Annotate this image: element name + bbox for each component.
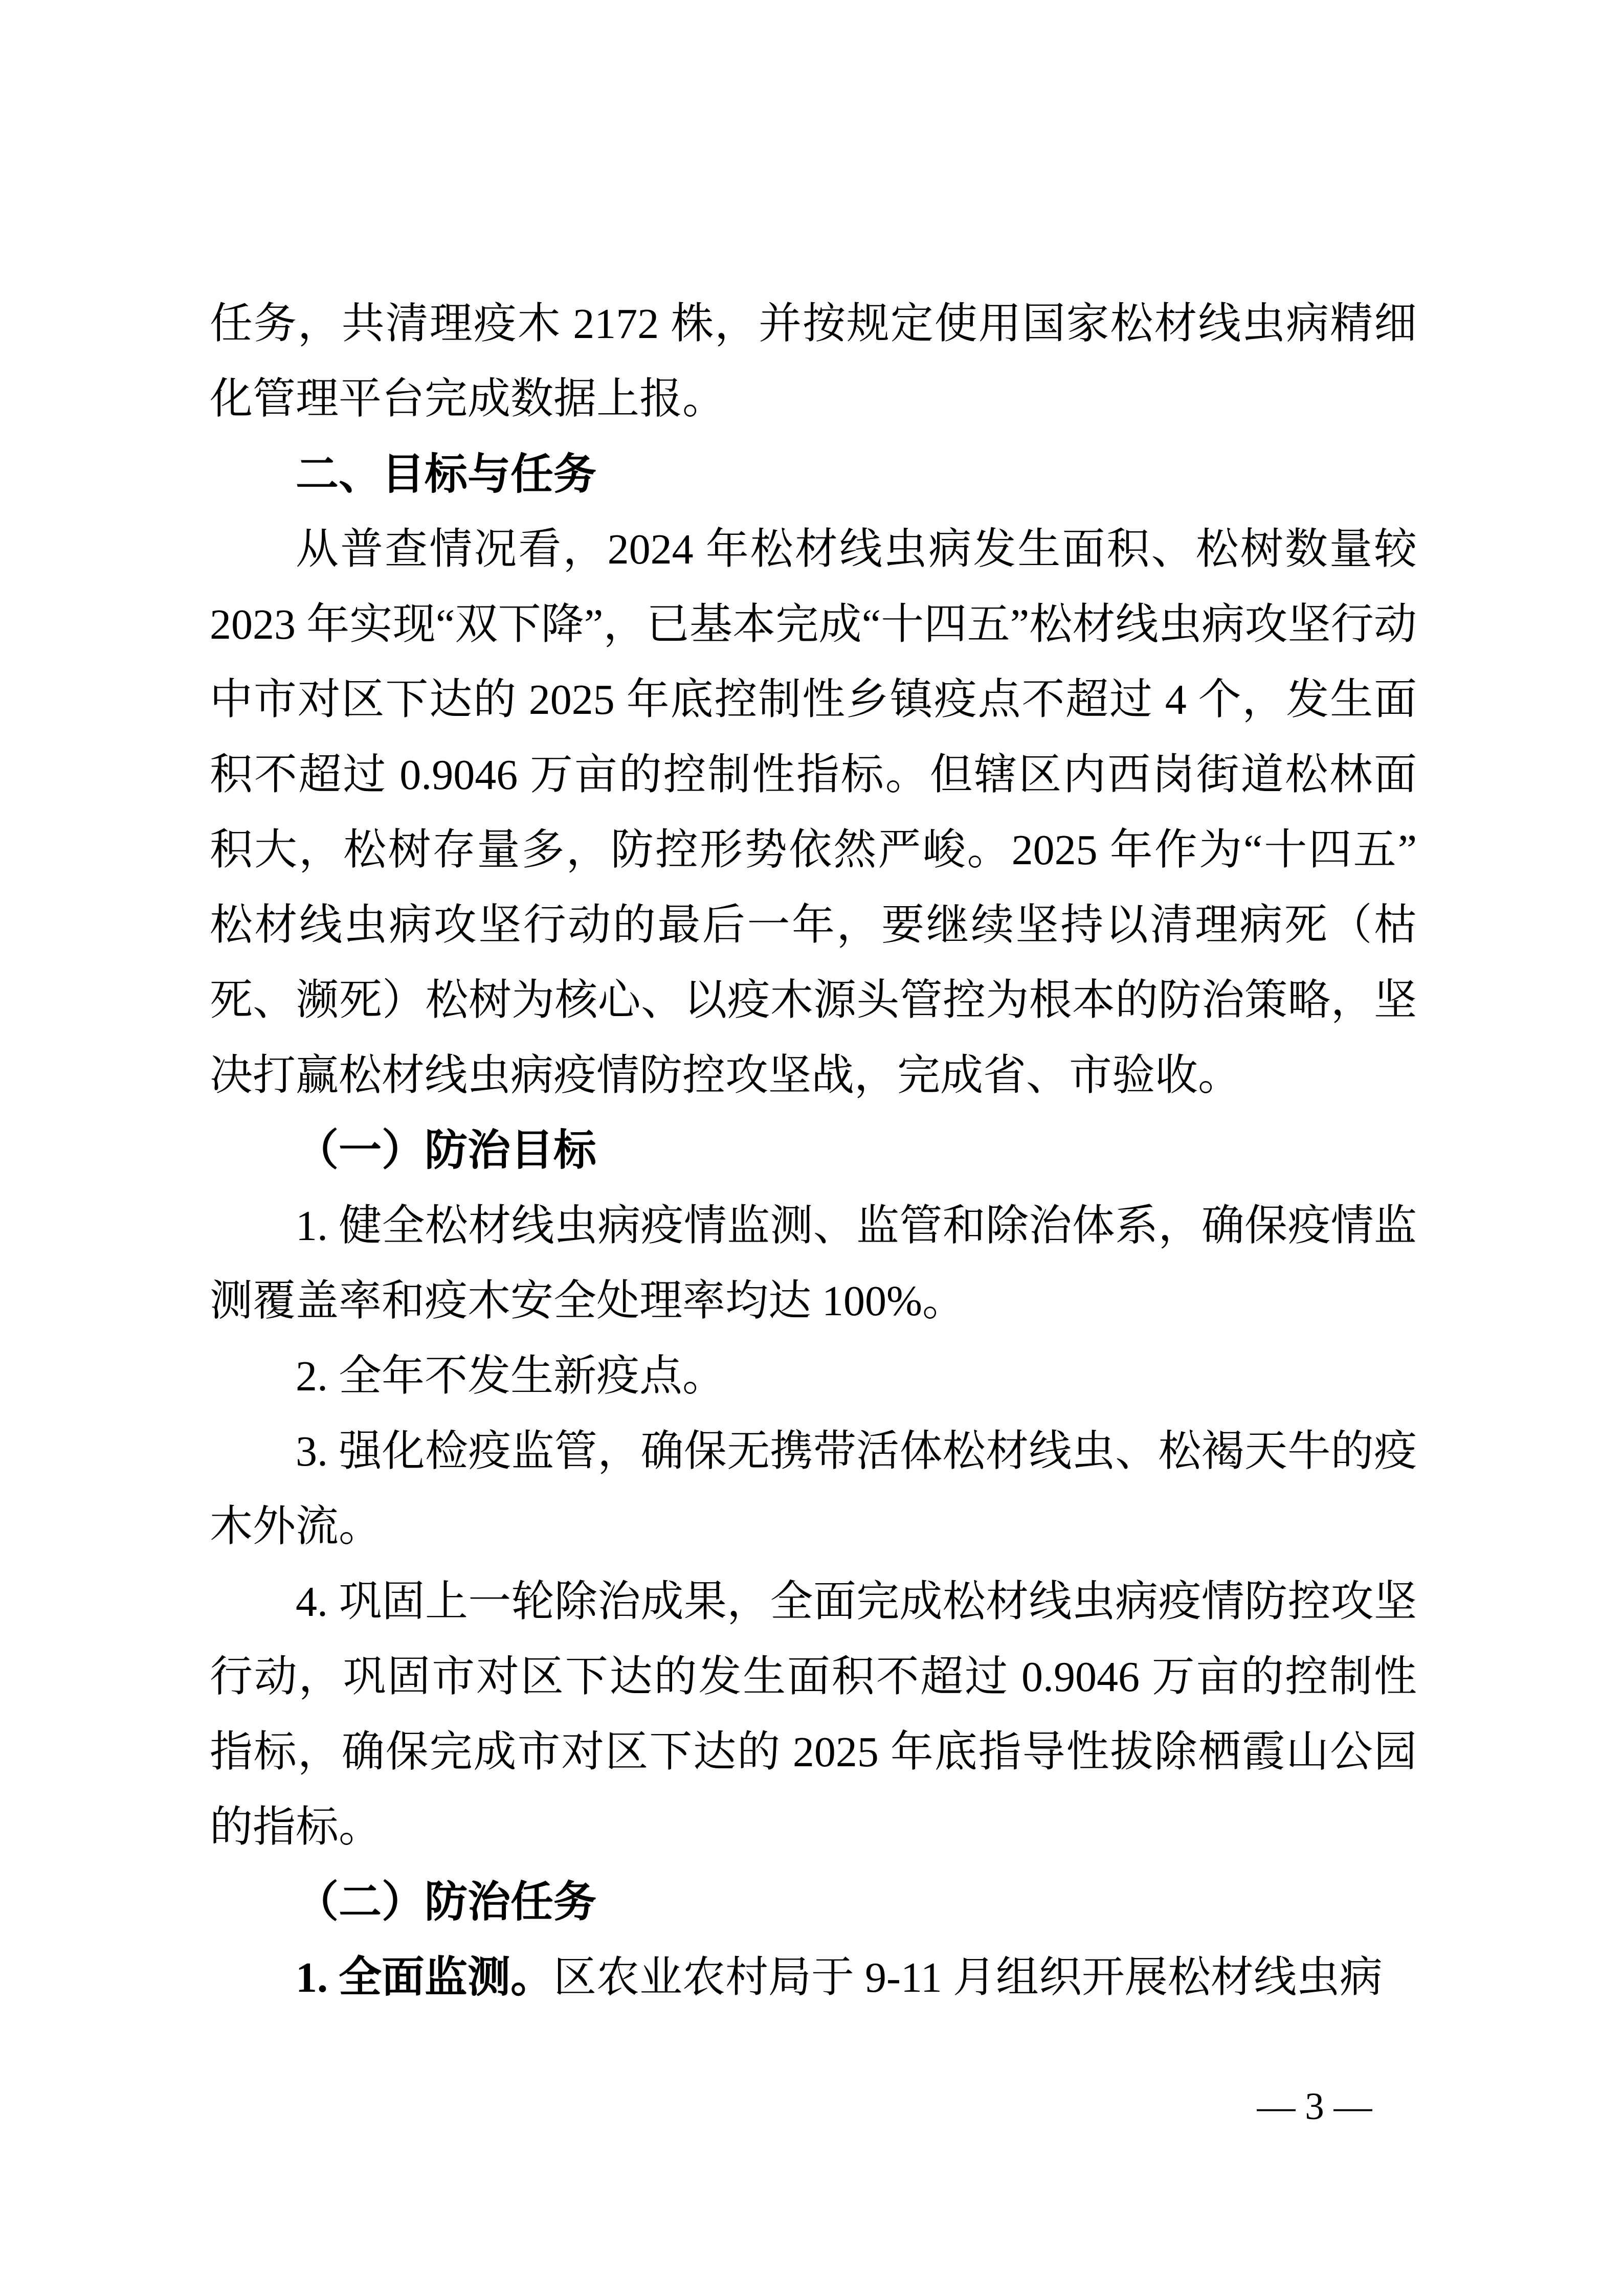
document-body	[210, 286, 1417, 2015]
paragraph-overview: 从普查情况看，2024 年松材线虫病发生面积、松树数量较 2023 年实现“双下降”，已基本完成“十四五”松材线虫病攻坚行动中市对区下达的 2025 年底控制性乡镇疫点不超过 4 个，发生面积不超过 0.9046 万亩的控制性指标。但辖区内西岗街道松林面积大，松树存量多，防控形势依然严峻。2025 年作为“十四五”松材线虫病攻坚行动的最后一年，要继续坚持以清理病死（枯死、濒死）松树为核心、以疫木源头管控为根本的防治策略，坚决打赢松材线虫病疫情防控攻坚战，完成省、市验收。	[210, 526, 1417, 1099]
paragraph-goal-4: 4. 巩固上一轮除治成果，全面完成松材线虫病疫情防控攻坚行动，巩固市对区下达的发生面积不超过 0.9046 万亩的控制性指标，确保完成市对区下达的 2025 年底指导性拔除栖霞山公园的指标。	[210, 1578, 1417, 1851]
paragraph-task-1-bold-lead: 1. 全面监测。	[296, 1954, 554, 2001]
paragraph-continuation: 任务，共清理疫木 2172 株，并按规定使用国家松材线虫病精细化管理平台完成数据上报。	[210, 300, 1417, 423]
subsection-heading-control-goals: （一）防治目标	[296, 1127, 597, 1175]
subsection-heading-control-tasks: （二）防治任务	[296, 1879, 597, 1926]
section-heading-goals-and-tasks: 二、目标与任务	[296, 450, 597, 498]
paragraph-goal-3: 3. 强化检疫监管，确保无携带活体松材线虫、松褐天牛的疫木外流。	[210, 1428, 1417, 1550]
paragraph-task-1	[210, 1940, 1417, 2015]
paragraph-goal-2: 2. 全年不发生新疫点。	[296, 1353, 726, 1400]
paragraph-task-1-text: 区农业农村局于 9-11 月组织开展松材线虫病	[553, 1954, 1383, 2001]
paragraph-goal-1: 1. 健全松材线虫病疫情监测、监管和除治体系，确保疫情监测覆盖率和疫木安全处理率均达 100%。	[210, 1202, 1417, 1325]
page-number: — 3 —	[1257, 2085, 1372, 2128]
